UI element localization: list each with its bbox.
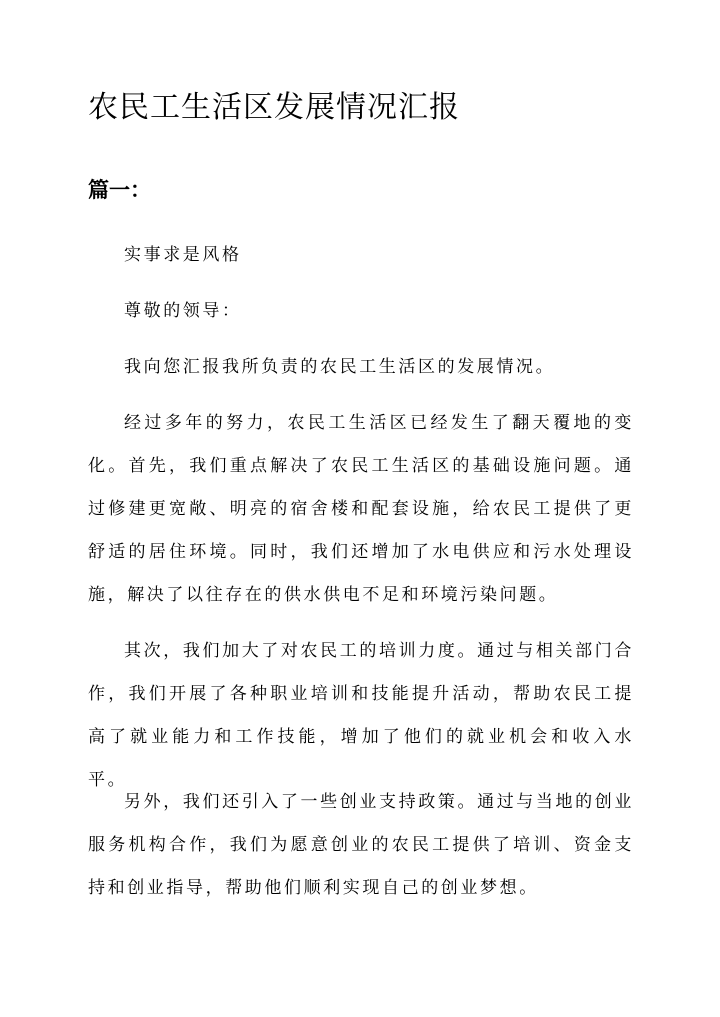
section-heading: 篇一： [88, 177, 151, 202]
paragraph-intro: 我向您汇报我所负责的农民工生活区的发展情况。 [124, 357, 556, 377]
paragraph-entrepreneurship: 另外，我们还引入了一些创业支持政策。通过与当地的创业服务机构合作，我们为愿意创业的农民工提供了培训、资金支持和创业指导，帮助他们顺利实现自己的创业梦想。 [88, 792, 634, 898]
paragraph-training: 其次，我们加大了对农民工的培训力度。通过与相关部门合作，我们开展了各种职业培训和技能提升活动，帮助农民工提高了就业能力和工作技能，增加了他们的就业机会和收入水平。 [88, 641, 634, 790]
paragraph-infrastructure: 经过多年的努力，农民工生活区已经发生了翻天覆地的变化。首先，我们重点解决了农民工生活区的基础设施问题。通过修建更宽敞、明亮的宿舍楼和配套设施，给农民工提供了更舒适的居住环境。同时，我们还增加了水电供应和污水处理设施，解决了以往存在的供水供电不足和环境污染问题。 [88, 413, 634, 605]
document-title: 农民工生活区发展情况汇报 [88, 90, 460, 125]
paragraph-salutation: 尊敬的领导： [124, 301, 242, 321]
paragraph-style-note: 实事求是风格 [124, 245, 242, 265]
